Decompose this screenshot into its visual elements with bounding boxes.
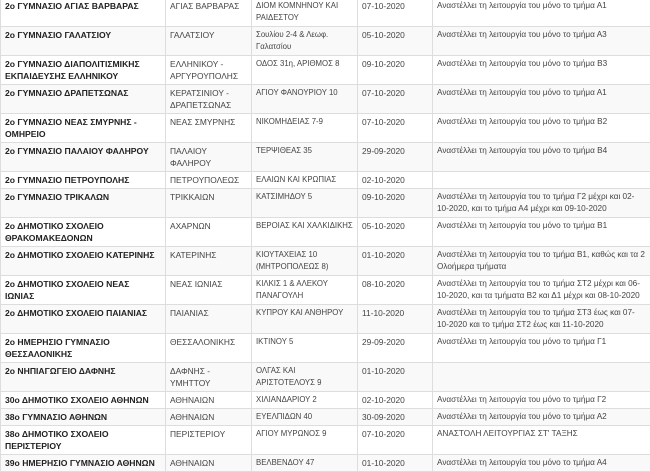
table-row <box>1 27 650 56</box>
date-cell: 02-10-2020 <box>358 392 433 409</box>
school-name-cell: 38ο ΓΥΜΝΑΣΙΟ ΑΘΗΝΩΝ <box>1 409 166 426</box>
note-cell: Αναστέλλει τη λειτουργία του μόνο το τμήμα Β4 <box>433 143 650 172</box>
municipality-cell: ΑΘΗΝΑΙΩΝ <box>166 409 252 426</box>
date-cell: 01-10-2020 <box>358 247 433 276</box>
address-cell: ΝΙΚΟΜΗΔΕΙΑΣ 7-9 <box>252 114 358 143</box>
address-cell: ΙΚΤΙΝΟΥ 5 <box>252 334 358 363</box>
municipality-cell: ΚΑΤΕΡΙΝΗΣ <box>166 247 252 276</box>
school-name-cell: 2ο ΓΥΜΝΑΣΙΟ ΔΡΑΠΕΤΣΩΝΑΣ <box>1 85 166 114</box>
note-cell: ΑΝΑΣΤΟΛΗ ΛΕΙΤΟΥΡΓΙΑΣ ΣΤ' ΤΑΞΗΣ <box>433 426 650 455</box>
date-cell: 11-10-2020 <box>358 305 433 334</box>
note-cell <box>433 363 650 392</box>
municipality-cell: ΑΓΙΑΣ ΒΑΡΒΑΡΑΣ <box>166 0 252 27</box>
note-cell: Αναστέλλει τη λειτουργία του το τμήμα Β1, καθώς και τα 2 Ολοήμερα τμήματα <box>433 247 650 276</box>
address-cell: ΕΛΑΙΩΝ ΚΑΙ ΚΡΩΠΙΑΣ <box>252 172 358 189</box>
date-cell: 09-10-2020 <box>358 189 433 218</box>
school-name-cell: 2ο ΓΥΜΝΑΣΙΟ ΝΕΑΣ ΣΜΥΡΝΗΣ - ΟΜΗΡΕΙΟ <box>1 114 166 143</box>
date-cell: 29-09-2020 <box>358 334 433 363</box>
table-row <box>1 0 650 27</box>
note-cell: Αναστέλλει τη λειτουργία του μόνο το τμήμα Β1 <box>433 218 650 247</box>
municipality-cell: ΠΕΡΙΣΤΕΡΙΟΥ <box>166 426 252 455</box>
note-cell: Αναστέλλει τη λειτουργία του μόνο το τμήμα Γ2 <box>433 392 650 409</box>
table-row <box>1 276 650 305</box>
address-cell: ΑΓΙΟΥ ΦΑΝΟΥΡΙΟΥ 10 <box>252 85 358 114</box>
table-row <box>1 334 650 363</box>
note-cell: Αναστέλλει τη λειτουργία του μόνο το τμήμα Α4 <box>433 455 650 472</box>
table-row <box>1 143 650 172</box>
table-row <box>1 363 650 392</box>
municipality-cell: ΘΕΣΣΑΛΟΝΙΚΗΣ <box>166 334 252 363</box>
address-cell: ΚΥΠΡΟΥ ΚΑΙ ΑΝΘΗΡΟΥ <box>252 305 358 334</box>
address-cell: ΔΙΟΜ ΚΟΜΝΗΝΟΥ ΚΑΙ ΡΑΙΔΕΣΤΟΥ <box>252 0 358 27</box>
municipality-cell: ΑΧΑΡΝΩΝ <box>166 218 252 247</box>
school-name-cell: 2ο ΓΥΜΝΑΣΙΟ ΠΕΤΡΟΥΠΟΛΗΣ <box>1 172 166 189</box>
address-cell: ΧΙΛΙΑΝΔΑΡΙΟΥ 2 <box>252 392 358 409</box>
school-name-cell: 2ο ΗΜΕΡΗΣΙΟ ΓΥΜΝΑΣΙΟ ΘΕΣΣΑΛΟΝΙΚΗΣ <box>1 334 166 363</box>
municipality-cell: ΠΑΙΑΝΙΑΣ <box>166 305 252 334</box>
table-row <box>1 114 650 143</box>
date-cell: 07-10-2020 <box>358 85 433 114</box>
note-cell: Αναστέλλει τη λειτουργία του μόνο το τμήμα Α2 <box>433 409 650 426</box>
note-cell <box>433 172 650 189</box>
school-name-cell: 2ο ΔΗΜΟΤΙΚΟ ΣΧΟΛΕΙΟ ΚΑΤΕΡΙΝΗΣ <box>1 247 166 276</box>
school-name-cell: 2ο ΔΗΜΟΤΙΚΟ ΣΧΟΛΕΙΟ ΝΕΑΣ ΙΩΝΙΑΣ <box>1 276 166 305</box>
municipality-cell: ΑΘΗΝΑΙΩΝ <box>166 392 252 409</box>
table-row <box>1 189 650 218</box>
date-cell: 09-10-2020 <box>358 56 433 85</box>
address-cell: Σουλίου 2-4 & Λεωφ. Γαλατσίου <box>252 27 358 56</box>
municipality-cell: ΕΛΛΗΝΙΚΟΥ - ΑΡΓΥΡΟΥΠΟΛΗΣ <box>166 56 252 85</box>
school-name-cell: 39ο ΗΜΕΡΗΣΙΟ ΓΥΜΝΑΣΙΟ ΑΘΗΝΩΝ <box>1 455 166 472</box>
municipality-cell: ΤΡΙΚΚΑΙΩΝ <box>166 189 252 218</box>
note-cell: Αναστέλλει τη λειτουργία του το τμήμα ΣΤ3 έως και 07-10-2020 και το τμήμα ΣΤ2 έως και 11-10-2020 <box>433 305 650 334</box>
table-row <box>1 56 650 85</box>
address-cell: ΕΥΕΛΠΙΔΩΝ 40 <box>252 409 358 426</box>
date-cell: 30-09-2020 <box>358 409 433 426</box>
note-cell: Αναστέλλει τη λειτουργία του μόνο το τμήμα Β3 <box>433 56 650 85</box>
address-cell: ΚΙΟΥΤΑΧΕΙΑΣ 10 (ΜΗΤΡΟΠΟΛΕΩΣ 8) <box>252 247 358 276</box>
municipality-cell: ΝΕΑΣ ΣΜΥΡΝΗΣ <box>166 114 252 143</box>
table-row <box>1 85 650 114</box>
address-cell: ΒΕΛΒΕΝΔΟΥ 47 <box>252 455 358 472</box>
note-cell: Αναστέλλει τη λειτουργία του το τμήμα ΣΤ2 μέχρι και 06-10-2020, και τα τμήματα Β2 και Δ1 μέχρι και 08-10-2020 <box>433 276 650 305</box>
school-name-cell: 2ο ΓΥΜΝΑΣΙΟ ΔΙΑΠΟΛΙΤΙΣΜΙΚΗΣ ΕΚΠΑΙΔΕΥΣΗΣ ΕΛΛΗΝΙΚΟΥ <box>1 56 166 85</box>
school-name-cell: 2ο ΔΗΜΟΤΙΚΟ ΣΧΟΛΕΙΟ ΠΑΙΑΝΙΑΣ <box>1 305 166 334</box>
address-cell: ΟΛΓΑΣ ΚΑΙ ΑΡΙΣΤΟΤΕΛΟΥΣ 9 <box>252 363 358 392</box>
table-row <box>1 392 650 409</box>
municipality-cell: ΝΕΑΣ ΙΩΝΙΑΣ <box>166 276 252 305</box>
date-cell: 02-10-2020 <box>358 172 433 189</box>
address-cell: ΤΕΡΨΙΘΕΑΣ 35 <box>252 143 358 172</box>
address-cell: ΑΓΙΟΥ ΜΥΡΩΝΟΣ 9 <box>252 426 358 455</box>
note-cell: Αναστέλλει τη λειτουργία του μόνο το τμήμα Γ1 <box>433 334 650 363</box>
school-name-cell: 38ο ΔΗΜΟΤΙΚΟ ΣΧΟΛΕΙΟ ΠΕΡΙΣΤΕΡΙΟΥ <box>1 426 166 455</box>
table-body <box>1 0 650 472</box>
table-row <box>1 305 650 334</box>
table-row <box>1 172 650 189</box>
municipality-cell: ΓΑΛΑΤΣΙΟΥ <box>166 27 252 56</box>
address-cell: ΚΙΛΚΙΣ 1 & ΑΛΕΚΟΥ ΠΑΝΑΓΟΥΛΗ <box>252 276 358 305</box>
note-cell: Αναστέλλει τη λειτουργία του μόνο το τμήμα Α1 <box>433 85 650 114</box>
note-cell: Αναστέλλει τη λειτουργία του μόνο το τμήμα Α3 <box>433 27 650 56</box>
table-row <box>1 409 650 426</box>
municipality-cell: ΑΘΗΝΑΙΩΝ <box>166 455 252 472</box>
note-cell: Αναστέλλει τη λειτουργία του το τμήμα Γ2 μέχρι και 02-10-2020, και τo τμήμα Α4 μέχρι και 09-10-2020 <box>433 189 650 218</box>
school-name-cell: 2ο ΝΗΠΙΑΓΩΓΕΙΟ ΔΑΦΝΗΣ <box>1 363 166 392</box>
address-cell: ΒΕΡΟΙΑΣ ΚΑΙ ΧΑΛΚΙΔΙΚΗΣ <box>252 218 358 247</box>
school-name-cell: 2ο ΔΗΜΟΤΙΚΟ ΣΧΟΛΕΙΟ ΘΡΑΚΟΜΑΚΕΔΟΝΩΝ <box>1 218 166 247</box>
municipality-cell: ΠΑΛΑΙΟΥ ΦΑΛΗΡΟΥ <box>166 143 252 172</box>
address-cell: ΟΔΟΣ 31η, ΑΡΙΘΜΟΣ 8 <box>252 56 358 85</box>
school-name-cell: 2ο ΓΥΜΝΑΣΙΟ ΓΑΛΑΤΣΙΟΥ <box>1 27 166 56</box>
table-row <box>1 247 650 276</box>
municipality-cell: ΠΕΤΡΟΥΠΟΛΕΩΣ <box>166 172 252 189</box>
address-cell: ΚΑΤΣΙΜΗΔΟΥ 5 <box>252 189 358 218</box>
municipality-cell: ΚΕΡΑΤΣΙΝΙΟΥ - ΔΡΑΠΕΤΣΩΝΑΣ <box>166 85 252 114</box>
date-cell: 07-10-2020 <box>358 426 433 455</box>
date-cell: 08-10-2020 <box>358 276 433 305</box>
date-cell: 01-10-2020 <box>358 363 433 392</box>
date-cell: 05-10-2020 <box>358 218 433 247</box>
note-cell: Αναστέλλει τη λειτουργία του μόνο το τμήμα Α1 <box>433 0 650 27</box>
school-name-cell: 30ο ΔΗΜΟΤΙΚΟ ΣΧΟΛΕΙΟ ΑΘΗΝΩΝ <box>1 392 166 409</box>
table-row <box>1 455 650 472</box>
table-row <box>1 218 650 247</box>
date-cell: 01-10-2020 <box>358 455 433 472</box>
date-cell: 07-10-2020 <box>358 114 433 143</box>
municipality-cell: ΔΑΦΝΗΣ - ΥΜΗΤΤΟΥ <box>166 363 252 392</box>
school-name-cell: 2ο ΓΥΜΝΑΣΙΟ ΠΑΛΑΙΟΥ ΦΑΛΗΡΟΥ <box>1 143 166 172</box>
date-cell: 07-10-2020 <box>358 0 433 27</box>
date-cell: 29-09-2020 <box>358 143 433 172</box>
school-name-cell: 2ο ΓΥΜΝΑΣΙΟ ΤΡΙΚΑΛΩΝ <box>1 189 166 218</box>
note-cell: Αναστέλλει τη λειτουργία του μόνο το τμήμα Β2 <box>433 114 650 143</box>
date-cell: 05-10-2020 <box>358 27 433 56</box>
table-row <box>1 426 650 455</box>
school-name-cell: 2ο ΓΥΜΝΑΣΙΟ ΑΓΙΑΣ ΒΑΡΒΑΡΑΣ <box>1 0 166 27</box>
